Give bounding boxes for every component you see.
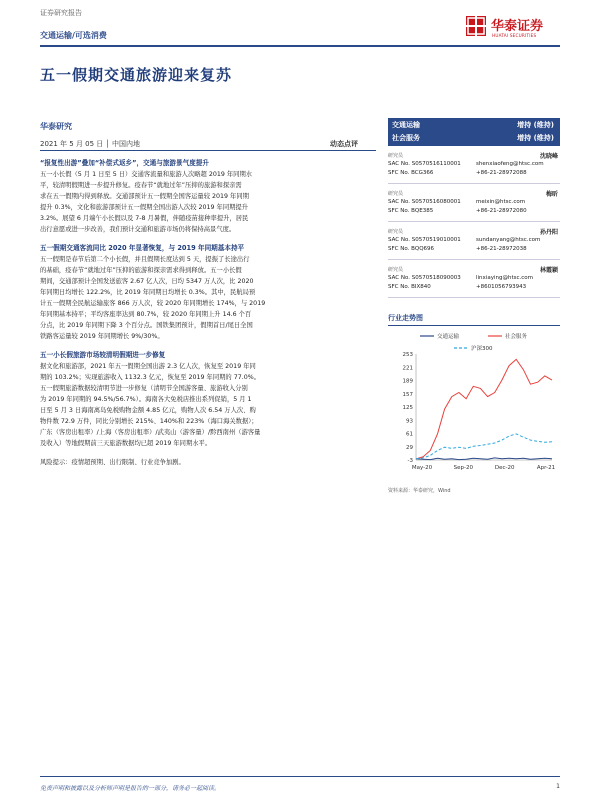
huatai-logo xyxy=(465,15,560,43)
section-heading-2: 五一假期交通客流同比 2020 年显著恢复，与 2019 年同期基本持平 xyxy=(40,244,245,252)
section-body-2 xyxy=(40,254,376,342)
text-line: 日至 5 月 3 日海南离岛免税购物金额 4.85 亿元，购物人次 6.54 万人次、购 xyxy=(40,407,256,414)
analyst-phone: +86-21-28972038 xyxy=(476,246,527,252)
analyst-sac: SAC No. S0570516110001 xyxy=(388,161,461,167)
text-line: 的基础，疫春节“就地过年”压抑的旅游和探亲需求得到释放。五一小长假 xyxy=(40,267,242,274)
text-line: 期的 103.2%；实现旅游收入 1132.3 亿元，恢复至 2019 年同期的 77.0%。 xyxy=(40,374,261,381)
y-tick-label: -3 xyxy=(407,458,413,464)
report-date: 2021 年 5 月 05 日 │ 中国内地 xyxy=(40,140,140,148)
research-source: 华泰研究 xyxy=(40,122,72,131)
text-line: 求在五一假期内得到释放。交通部预计五一假期全国客运量较 2019 年同期 xyxy=(40,193,249,200)
text-line: 提升 0.3%，文化和旅游部预计五一假期全国出游人次较 2019 年同期提升 xyxy=(40,204,249,211)
chart-source-note: 资料来源：华泰研究，Wind xyxy=(388,488,451,494)
text-line: 为 2019 年同期的 94.5%/56.7%）。海南各大免税店推出系列促销，5 月 1 xyxy=(40,396,252,403)
text-line: 平，较清明假期进一步提升修复。疫春节“就地过年”压抑的旅游和探亲需 xyxy=(40,182,242,189)
section-body-3 xyxy=(40,361,376,449)
text-line: 据文化和旅游部，2021 年五一假期全国出游 2.3 亿人次，恢复至 2019 年同 xyxy=(40,363,256,370)
text-line: 及收入）等地假期前三天旅游数据均已超 2019 年同期水平。 xyxy=(40,440,212,447)
section-heading-1: “报复性出游”叠加“补偿式返乡”，交通与旅游景气度提升 xyxy=(40,159,209,167)
y-tick-label: 93 xyxy=(406,418,413,425)
report-title: 五一假期交通旅游迎来复苏 xyxy=(40,66,233,84)
meta-divider xyxy=(40,150,376,151)
section-body-1 xyxy=(40,169,376,235)
header-divider xyxy=(40,45,560,47)
analyst-email[interactable]: sundanyang@htsc.com xyxy=(476,237,541,243)
text-line: 分点，比 2019 年同期下降 3 个百分点。国铁集团预计，假期首日/尾日全国 xyxy=(40,322,253,329)
rating-row xyxy=(392,120,554,132)
page-number: 1 xyxy=(556,783,560,790)
analyst-role: 研究员 xyxy=(388,229,404,235)
logo-text-cn: 华泰证券 xyxy=(491,19,544,34)
text-line: 五一假期是春节后第二个小长假，并且假期长度达到 5 天，提振了长途出行 xyxy=(40,256,250,263)
analyst-role: 研究员 xyxy=(388,191,404,197)
legend-label: 社会服务 xyxy=(505,334,528,340)
text-line: 计五一假期全民航运输旅客 866 万人次，较 2020 年同期增长 174%，与 2019 xyxy=(40,300,266,307)
text-line: 年同期基本持平；平均客座率达到 80.7%，较 2020 年同期上升 14.6 个百 xyxy=(40,311,252,318)
logo-mark-icon xyxy=(465,15,487,37)
text-line: 期间，交通部预计全国发送旅客 2.67 亿人次，日均 5347 万人次，比 2020 xyxy=(40,278,254,285)
analyst-role: 研究员 xyxy=(388,153,404,159)
text-line: 物件数 72.9 万件，同比分别增长 215%、140%和 223%（海口海关数据）； xyxy=(40,418,258,425)
y-tick-label: 221 xyxy=(402,365,413,372)
analyst-name: 梅昕 xyxy=(545,191,558,198)
text-line: 年同期日均增长 122.2%，比 2019 年同期日均增长 0.3%。其中，民航局预 xyxy=(40,289,256,296)
analyst-email[interactable]: shenxiaofeng@htsc.com xyxy=(476,161,544,167)
y-tick-label: 157 xyxy=(402,391,413,398)
disclaimer-note: 免责声明和披露以及分析师声明是报告的一部分，请务必一起阅读。 xyxy=(40,785,221,792)
trend-divider xyxy=(388,325,560,326)
y-tick-label: 61 xyxy=(406,431,413,438)
text-line: 3.2%。展望 6 月端午小长假以及 7-8 月暑假，伴随疫苗接种率提升，居民 xyxy=(40,215,249,222)
analyst-sfc: SFC No. BQE385 xyxy=(388,208,434,214)
report-body xyxy=(40,158,376,468)
text-line: 五一小长假（5 月 1 日至 5 日）交通客流量和旅游人次略超 2019 年同期水 xyxy=(40,171,253,178)
rating-box xyxy=(388,118,560,146)
trend-chart-title: 行业走势图 xyxy=(388,314,423,322)
analyst-sfc: SFC No. BIX840 xyxy=(388,284,431,290)
analyst-phone: +8601056793943 xyxy=(476,284,527,290)
x-tick-label: Apr-21 xyxy=(536,465,556,471)
text-line: 铁路客运量较 2019 年同期增长 9%/30%。 xyxy=(40,333,164,340)
rating-row xyxy=(392,133,554,145)
analyst-email[interactable]: meixin@htsc.com xyxy=(476,199,526,205)
text-line: 出行意愿或进一步改善，我们预计交通和旅游市场仍将保持高景气度。 xyxy=(40,226,236,233)
x-tick-label: Dec-20 xyxy=(494,465,515,471)
analyst-phone: +86-21-28972088 xyxy=(476,170,527,176)
analyst-sfc: SFC No. BCG366 xyxy=(388,170,434,176)
rating-sector: 社会服务 xyxy=(392,134,420,142)
report-type-label: 证券研究报告 xyxy=(40,9,82,17)
section-heading-3: 五一小长假旅游市场较清明假期进一步修复 xyxy=(40,351,166,359)
analyst-sfc: SFC No. BQQ696 xyxy=(388,246,435,252)
analyst-sac: SAC No. S0570519010001 xyxy=(388,237,461,243)
rating-value: 增持 (维持) xyxy=(517,134,554,142)
y-tick-label: 125 xyxy=(402,405,413,411)
analyst-sac: SAC No. S0570516080001 xyxy=(388,199,461,205)
analyst-role: 研究员 xyxy=(388,267,404,273)
text-line: 五一假期旅游数据较清明节进一步修复（清明节全国游客量、旅游收入分别 xyxy=(40,385,248,392)
text-line: 广东（客房出租率）/上海（客房出租率）/武夷山（游客量）/黔西南州（游客量 xyxy=(40,429,261,436)
industry-category: 交通运输/可选消费 xyxy=(40,31,107,40)
rating-sector: 交通运输 xyxy=(392,121,420,129)
analyst-name: 孙丹阳 xyxy=(539,229,558,236)
analyst-name: 林霞颖 xyxy=(539,267,558,274)
analyst-card xyxy=(388,146,560,184)
report-kind: 动态点评 xyxy=(330,140,358,148)
series-line xyxy=(416,458,552,460)
y-tick-label: 189 xyxy=(402,378,413,385)
x-tick-label: Sep-20 xyxy=(453,465,474,471)
industry-trend-chart xyxy=(388,328,560,478)
legend-label: 交通运输 xyxy=(437,334,460,340)
logo-text-en: HUATAI SECURITIES xyxy=(492,33,537,38)
series-line xyxy=(416,359,552,458)
risk-warning: 风险提示：疫情超预期、出行限制、行业竞争加剧。 xyxy=(40,459,185,466)
y-tick-label: 253 xyxy=(402,352,413,358)
analyst-card xyxy=(388,184,560,222)
analyst-sac: SAC No. S0570518090003 xyxy=(388,275,461,281)
rating-value: 增持 (维持) xyxy=(517,121,554,129)
sidebar xyxy=(388,118,560,298)
x-tick-label: May-20 xyxy=(411,465,433,471)
analyst-phone: +86-21-28972080 xyxy=(476,208,527,214)
analyst-card xyxy=(388,222,560,260)
footer-divider xyxy=(40,776,560,777)
analyst-name: 沈晓峰 xyxy=(539,153,558,160)
legend-label: 沪深300 xyxy=(471,346,493,352)
analyst-email[interactable]: linxiaying@htsc.com xyxy=(476,275,533,281)
analyst-card xyxy=(388,260,560,298)
y-tick-label: 29 xyxy=(406,444,413,451)
